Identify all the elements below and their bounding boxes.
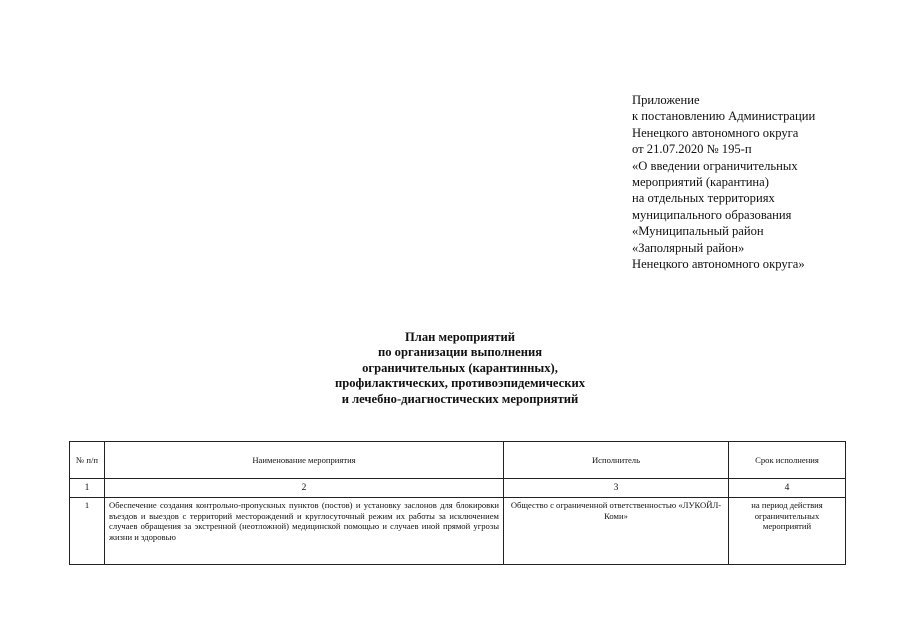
column-number: 1 xyxy=(70,479,105,498)
title-line: по организации выполнения xyxy=(377,345,543,360)
row-number: 1 xyxy=(70,498,105,565)
row-action-name: Обеспечение создания контрольно-пропускных пунктов (постов) и установку заслонов для блокировки въездов и выездов с территорий месторождений и круглосуточный режим их работы за исключением случаев обращения за экстренной (неотложной) медицинской помощью и случаев иной прямой угрозы жизни и здоровью xyxy=(105,498,504,565)
title-line: План мероприятий xyxy=(404,330,516,344)
header-executor: Исполнитель xyxy=(504,442,729,479)
title-line: и лечебно-диагностических мероприятий xyxy=(341,391,579,406)
appendix-line: от 21.07.2020 № 195-п xyxy=(632,142,752,157)
column-number: 3 xyxy=(504,479,729,498)
title-line: профилактических, противоэпидемических xyxy=(334,376,586,391)
row-executor: Общество с ограниченной ответственностью «ЛУКОЙЛ-Коми» xyxy=(504,498,729,565)
row-term: на период действия ограничительных мероприятий xyxy=(729,498,846,565)
document-title xyxy=(150,330,770,407)
appendix-line: «Заполярный район» xyxy=(632,240,745,255)
appendix-line: Ненецкого автономного округа» xyxy=(632,257,805,272)
appendix-line: к постановлению Администрации xyxy=(632,109,816,124)
plan-table xyxy=(69,441,846,565)
table-row xyxy=(70,498,846,565)
column-number: 4 xyxy=(729,479,846,498)
appendix-line: «Муниципальный район xyxy=(632,224,764,239)
column-number: 2 xyxy=(105,479,504,498)
header-term: Срок исполнения xyxy=(729,442,846,479)
header-action-name: Наименование мероприятия xyxy=(105,442,504,479)
table-header-row xyxy=(70,442,846,479)
header-number: № п/п xyxy=(70,442,105,479)
appendix-line: «О введении ограничительных xyxy=(632,158,798,173)
title-line: ограничительных (карантинных), xyxy=(362,360,558,375)
appendix-block xyxy=(632,92,892,272)
table-column-number-row xyxy=(70,479,846,498)
appendix-line: муниципального образования xyxy=(632,207,792,222)
appendix-line: Приложение xyxy=(632,93,700,107)
appendix-line: Ненецкого автономного округа xyxy=(632,125,799,140)
appendix-line: на отдельных территориях xyxy=(632,191,775,206)
appendix-line: мероприятий (карантина) xyxy=(632,175,769,190)
